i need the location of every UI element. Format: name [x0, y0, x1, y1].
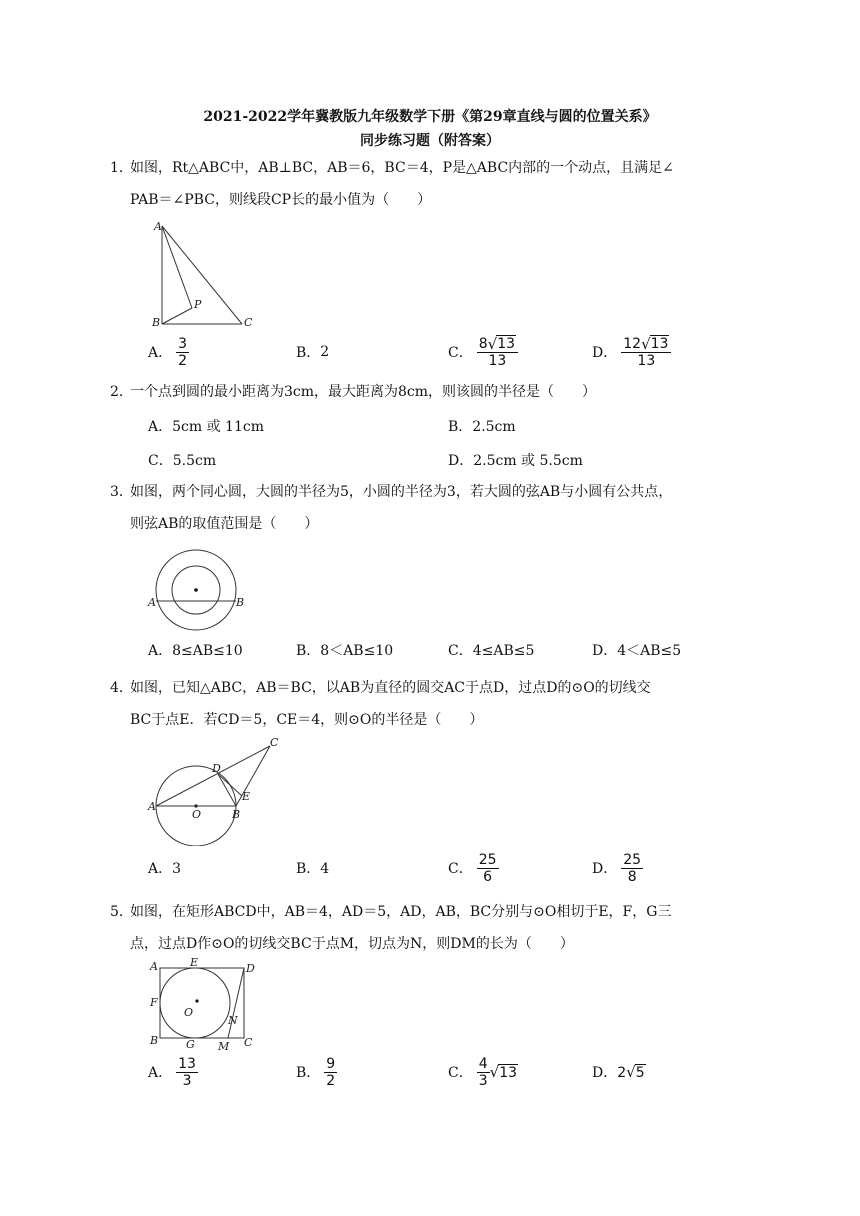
question-text-line2: PAB＝∠PBC，则线段CP长的最小值为（ ）: [130, 192, 432, 208]
fraction: 8 √ 13 13: [477, 335, 518, 369]
question-5: [110, 898, 740, 958]
question-text-line1: 如图，Rt△ABC中，AB⊥BC，AB＝6，BC＝4，P是△ABC内部的一个动点，且满足∠: [130, 160, 674, 176]
q2-option-d[interactable]: D．2.5cm 或 5.5cm: [448, 453, 583, 469]
fraction: $\frac{25}{8}$: [623, 851, 642, 885]
question-number: 1．: [110, 160, 133, 176]
label-E: E: [190, 956, 199, 969]
q5-option-b[interactable]: B． $\frac{9}{2}$: [296, 1055, 336, 1089]
label-B: B: [150, 1034, 159, 1047]
question-number: 2．: [110, 384, 133, 400]
q5-option-d[interactable]: D． 2 √ 5: [592, 1063, 645, 1081]
label-A: A: [154, 220, 162, 233]
question-text-line2: 则弦AB的取值范围是（ ）: [130, 516, 319, 532]
question-text-line1: 一个点到圆的最小距离为3cm，最大距离为8cm，则该圆的半径是（ ）: [130, 384, 597, 400]
fraction: 12 √ 13 13: [621, 335, 671, 369]
label-D: D: [246, 962, 255, 975]
label-E: E: [242, 790, 251, 803]
q3-option-c[interactable]: C．4≤AB≤5: [448, 643, 535, 659]
label-M: M: [218, 1040, 230, 1052]
label-C: C: [244, 316, 253, 329]
figure-q1-triangle: [148, 218, 258, 330]
question-text-line2: 点，过点D作⊙O的切线交BC于点M，切点为N，则DM的长为（ ）: [130, 936, 574, 952]
q3-option-b[interactable]: B．8＜AB≤10: [296, 643, 394, 659]
figure-q3-concentric-circles: [144, 548, 248, 640]
fraction: $\frac{4}{3}$: [478, 1055, 488, 1089]
label-B: B: [152, 316, 161, 329]
q4-option-b[interactable]: B．4: [296, 861, 330, 877]
question-text-line1: 如图，两个同心圆，大圆的半径为5，小圆的半径为3，若大圆的弦AB与小圆有公共点，: [130, 484, 673, 500]
q3-option-a[interactable]: A．8≤AB≤10: [148, 643, 243, 659]
label-G: G: [186, 1038, 195, 1051]
doc-title-line1: 2021-2022学年冀教版九年级数学下册《第29章直线与圆的位置关系》: [203, 109, 657, 125]
question-text-line2: BC于点E．若CD＝5，CE＝4，则⊙O的半径是（ ）: [130, 712, 484, 728]
q5-option-c[interactable]: C． $\frac{4}{3}$ √ 13: [448, 1055, 518, 1089]
question-number: 3．: [110, 484, 133, 500]
q2-option-c[interactable]: C．5.5cm: [148, 453, 217, 469]
doc-title-line2: 同步练习题（附答案）: [360, 133, 500, 149]
q2-option-a[interactable]: A．5cm 或 11cm: [148, 419, 264, 435]
q4-option-c[interactable]: C． $\frac{25}{6}$: [448, 851, 497, 885]
q1-option-d[interactable]: D． 12 √ 13 13: [592, 332, 671, 372]
fraction: $\frac{25}{6}$: [478, 851, 497, 885]
label-P: P: [194, 298, 202, 311]
q3-option-d[interactable]: D．4＜AB≤5: [592, 643, 682, 659]
question-1: [110, 154, 740, 214]
question-text-line1: 如图，在矩形ABCD中，AB＝4，AD＝5，AD，AB，BC分别与⊙O相切于E，F，G三: [130, 904, 672, 920]
label-O: O: [184, 1006, 194, 1019]
figure-q5-rectangle-circle: [146, 956, 264, 1052]
label-C: C: [244, 1036, 253, 1049]
label-D: D: [212, 762, 221, 775]
question-text-line1: 如图，已知△ABC，AB＝BC，以AB为直径的圆交AC于点D，过点D的⊙O的切线交: [130, 680, 651, 696]
label-A: A: [150, 960, 158, 973]
question-4: [110, 674, 740, 734]
label-B: B: [236, 596, 245, 609]
label-B: B: [232, 808, 241, 821]
question-number: 5．: [110, 904, 133, 920]
radical: 2 √ 5: [617, 1063, 645, 1081]
q4-option-a[interactable]: A．3: [148, 861, 182, 877]
q1-option-c[interactable]: C． 8 √ 13 13: [448, 332, 518, 372]
fraction: $\frac{9}{2}$: [326, 1055, 336, 1089]
question-2: [110, 378, 740, 406]
fraction: $\frac{13}{3}$: [178, 1055, 196, 1089]
label-N: N: [228, 1014, 238, 1027]
q5-option-a[interactable]: A． $\frac{13}{3}$: [148, 1055, 196, 1089]
q1-option-b[interactable]: B． 2: [296, 344, 330, 361]
question-3: [110, 478, 740, 538]
question-number: 4．: [110, 680, 133, 696]
label-A: A: [148, 800, 156, 813]
label-O: O: [192, 808, 202, 821]
label-C: C: [270, 736, 279, 749]
q4-option-d[interactable]: D． $\frac{25}{8}$: [592, 851, 642, 885]
q1-option-a[interactable]: A． $\frac{3}{2}$: [148, 335, 188, 369]
label-F: F: [150, 996, 158, 1009]
q2-option-b[interactable]: B．2.5cm: [448, 419, 516, 435]
radical: √ 13: [489, 1063, 518, 1081]
label-A: A: [148, 596, 156, 609]
figure-q4-circle-triangle: [146, 734, 286, 846]
fraction: $\frac{3}{2}$: [178, 335, 188, 369]
